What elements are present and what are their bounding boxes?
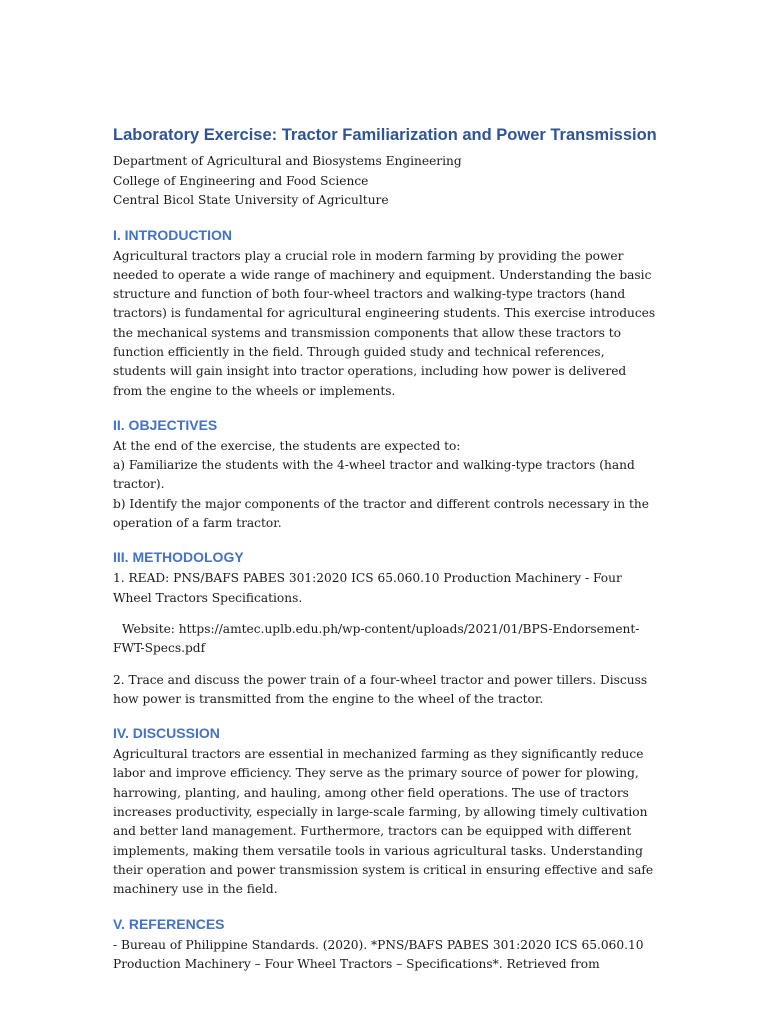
objectives-lead: At the end of the exercise, the students are expected to: <box>113 438 461 453</box>
heading-references: V. REFERENCES <box>113 915 225 932</box>
methodology-website: Website: https://amtec.uplb.edu.ph/wp-content/uploads/2021/01/BPS-Endorsement-FWT-Specs.pdf <box>113 621 640 656</box>
affiliation-department: Department of Agricultural and Biosystems Engineering <box>113 154 462 168</box>
reference-item: - Bureau of Philippine Standards. (2020). *PNS/BAFS PABES 301:2020 ICS 65.060.10 Production Machinery – Four Wheel Tractors – Specifications*. Retrieved from <box>113 937 644 971</box>
introduction-paragraph: Agricultural tractors play a crucial role in modern farming by providing the power needed to operate a wide range of machinery and equipment. Understanding the basic structure and function of both four-wheel tractors and walking-type tractors (hand tractors) is fundamental for agricultural engineering students. This exercise introduces the mechanical systems and transmission components that allow these tractors to function efficiently in the field. Through guided study and technical references, students will gain insight into tractor operations, including how power is delivered from the engine to the wheels or implements. <box>113 248 656 398</box>
affiliation-university: Central Bicol State University of Agriculture <box>113 193 389 207</box>
document-title: Laboratory Exercise: Tractor Familiarization and Power Transmission <box>113 126 657 144</box>
heading-introduction: I. INTRODUCTION <box>113 226 232 243</box>
affiliation-block <box>113 152 658 211</box>
heading-methodology: III. METHODOLOGY <box>113 549 244 566</box>
methodology-step-2: 2. Trace and discuss the power train of a four-wheel tractor and power tillers. Discuss how power is transmitted from the engine to the wheel of the tractor. <box>113 672 648 706</box>
heading-objectives: II. OBJECTIVES <box>113 416 218 433</box>
methodology-step-1: 1. READ: PNS/BAFS PABES 301:2020 ICS 65.060.10 Production Machinery - Four Wheel Tractors Specifications. <box>113 571 622 605</box>
affiliation-college: College of Engineering and Food Science <box>113 173 369 188</box>
heading-discussion: IV. DISCUSSION <box>113 725 220 742</box>
objective-item-a: a) Familiarize the students with the 4-wheel tractor and walking-type tractors (hand tractor). <box>113 458 635 492</box>
objective-item-b: b) Identify the major components of the tractor and different controls necessary in the operation of a farm tractor. <box>113 496 649 531</box>
discussion-paragraph: Agricultural tractors are essential in mechanized farming as they significantly reduce labor and improve efficiency. They serve as the primary source of power for plowing, harrowing, planting, and hauling, among other field operations. The use of tractors increases productivity, especially in large-scale farming, by allowing timely cultivation and better land management. Furthermore, tractors can be equipped with different implements, making them versatile tools in various agricultural tasks. Understanding their operation and power transmission system is critical in ensuring effective and safe machinery use in the field. <box>113 747 654 897</box>
document-body <box>113 124 658 974</box>
